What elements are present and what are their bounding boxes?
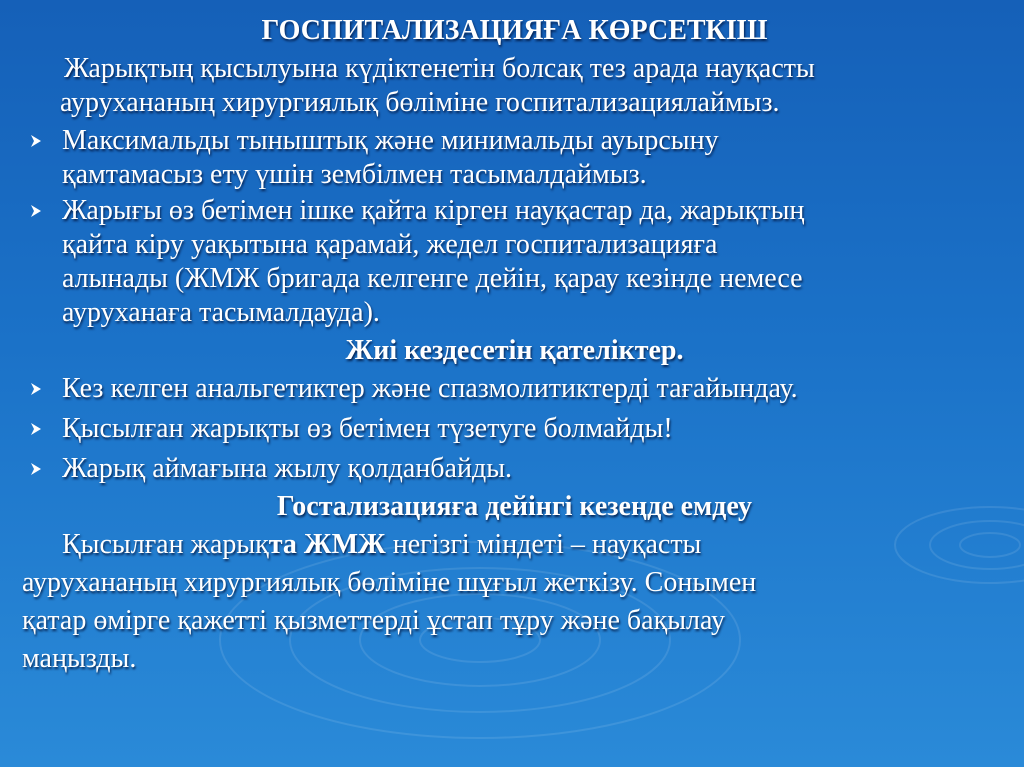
list-item-line: Қысылған жарықты өз бетімен түзетуге болмайды! <box>62 413 673 444</box>
intro-paragraph <box>22 52 1007 120</box>
closing-line-1-bold: та ЖМЖ <box>268 529 386 560</box>
list-item <box>22 412 1007 446</box>
closing-line-4: маңызды. <box>22 643 137 674</box>
closing-line-1 <box>22 528 1007 562</box>
list-item <box>22 194 1007 330</box>
slide-content <box>22 14 1007 676</box>
section-heading-errors: Жиі кездесетін қателіктер. <box>345 335 684 366</box>
chevron-right-icon <box>24 124 48 158</box>
chevron-right-icon <box>24 412 48 446</box>
slide-title: ГОСПИТАЛИЗАЦИЯҒА КӨРСЕТКІШ <box>261 15 768 46</box>
intro-line-1: Жарықтың қысылуына күдіктенетін болсақ тез арада науқасты <box>64 53 815 84</box>
closing-paragraph <box>22 528 1007 676</box>
closing-line-3: қатар өмірге қажетті қызметтерді ұстап тұру және бақылау <box>22 605 725 636</box>
intro-line-2: аурухананың хирургиялық бөліміне госпитализациялаймыз. <box>60 87 780 118</box>
list-item-line: қайта кіру уақытына қарамай, жедел госпитализацияға <box>62 229 718 260</box>
chevron-right-icon <box>24 452 48 486</box>
list-item-line: Кез келген анальгетиктер және спазмолитиктерді тағайындау. <box>62 373 798 404</box>
list-item-line: ауруханаға тасымалдауда). <box>62 297 380 328</box>
list-item <box>22 372 1007 406</box>
list-item-line: қамтамасыз ету үшін зембілмен тасымалдаймыз. <box>62 159 647 190</box>
chevron-right-icon <box>24 194 48 228</box>
closing-line-1-prefix: Қысылған жарық <box>62 529 269 560</box>
closing-line-2: аурухананың хирургиялық бөліміне шұғыл жеткізу. Сонымен <box>22 567 757 598</box>
list-item <box>22 452 1007 486</box>
closing-line-1-suffix: негізгі міндеті – науқасты <box>385 529 702 560</box>
list-item-line: алынады (ЖМЖ бригада келгенге дейін, қарау кезінде немесе <box>62 263 803 294</box>
list-item-line: Жарық аймағына жылу қолданбайды. <box>62 453 513 484</box>
list-item-line: Жарығы өз бетімен ішке қайта кірген науқастар да, жарықтың <box>62 195 805 226</box>
chevron-right-icon <box>24 372 48 406</box>
section-heading-treatment: Гостализацияға дейінгі кезеңде емдеу <box>276 491 753 522</box>
list-item-line: Максимальды тыныштық және минимальды ауырсыну <box>62 125 719 156</box>
list-item <box>22 124 1007 192</box>
